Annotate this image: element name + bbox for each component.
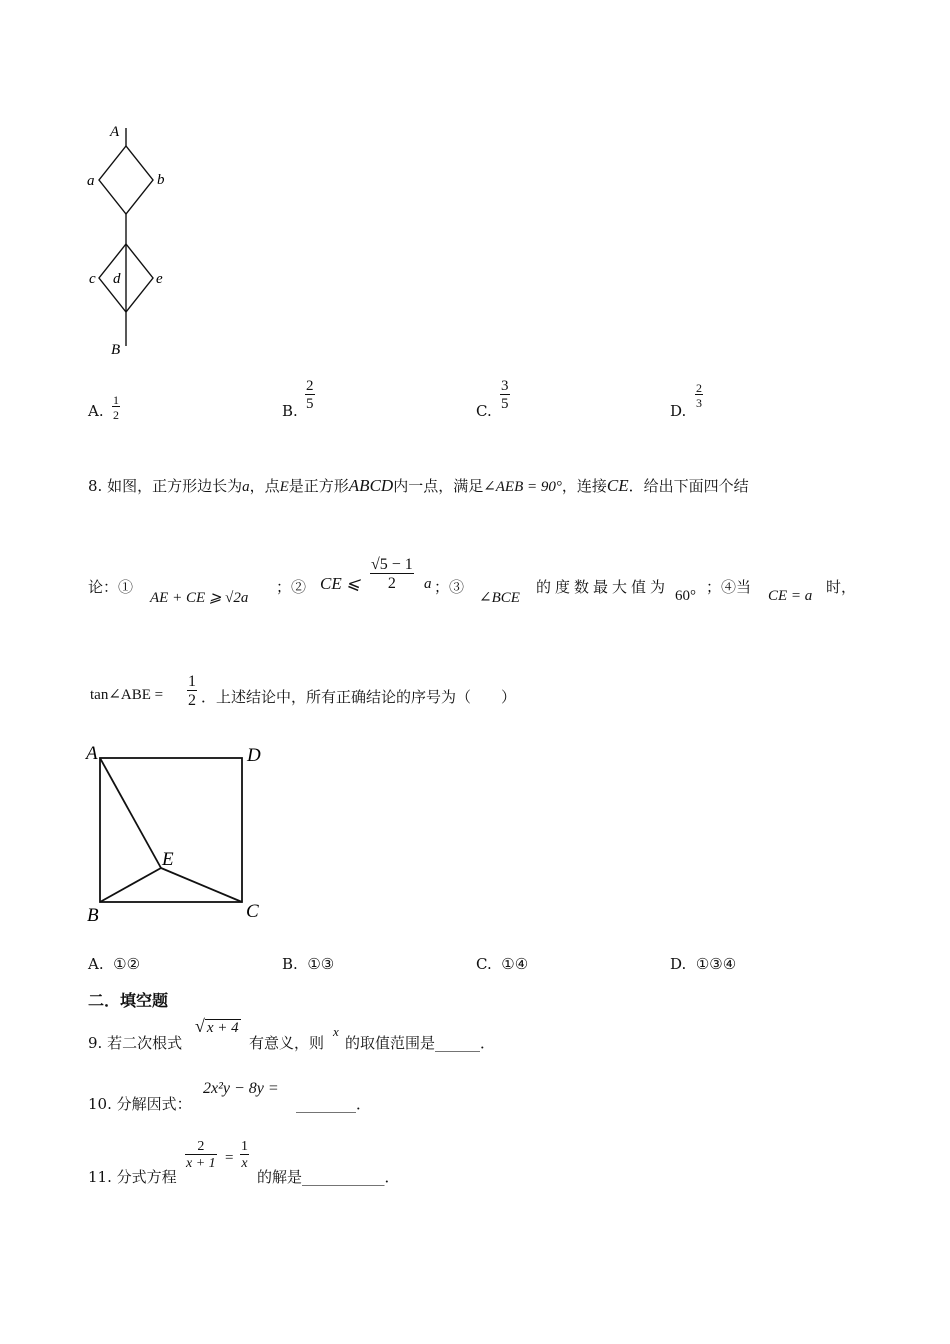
- q8-option-c-value: ①④: [501, 955, 529, 973]
- q7-option-a-den: 2: [113, 408, 119, 422]
- q8-option-b-value: ①③: [307, 955, 335, 973]
- q7-label-B: B: [111, 342, 121, 358]
- q9-sqrt: [195, 1016, 241, 1037]
- q8-label-A: A: [86, 743, 98, 764]
- q11-fraction-1: [185, 1140, 217, 1171]
- q8-conclusion-3-text: 的度数最大值为: [536, 578, 670, 596]
- q8-option-c[interactable]: [476, 955, 528, 973]
- q8-sep-3: ；④当: [706, 578, 752, 596]
- q8-tan-num: 1: [188, 673, 196, 690]
- q7-option-b[interactable]: [282, 402, 298, 420]
- q9-radical-sign-icon: √: [195, 1016, 205, 1036]
- q11-prefix: 11. 分式方程: [88, 1168, 177, 1186]
- q8-lun: 论：①: [88, 578, 134, 596]
- q8-option-d[interactable]: [670, 955, 736, 973]
- q8-question-text: ．上述结论中，所有正确结论的序号为（ ）: [201, 688, 517, 706]
- q8-label-E: E: [162, 849, 174, 870]
- q7-label-A: A: [110, 124, 120, 140]
- q8-label-D: D: [247, 745, 261, 766]
- q8-text-rest: ．给出下面四个结: [628, 477, 749, 495]
- q7-option-c-num: 3: [501, 378, 509, 394]
- q7-label-c: c: [89, 271, 96, 287]
- q8-option-a-letter: A.: [88, 955, 104, 973]
- q8-tan-den: 2: [188, 692, 196, 709]
- q8-tan-fraction: [187, 674, 197, 709]
- q11-f2-den: x: [241, 1156, 248, 1171]
- q8-text-point: ，点: [249, 477, 280, 495]
- q7-option-d-letter: D.: [670, 402, 687, 420]
- q8-c2-var: a: [424, 576, 432, 592]
- q9-var: x: [333, 1024, 339, 1039]
- q7-option-d-num: 2: [696, 381, 702, 395]
- q8-c2-num: √5 − 1: [371, 556, 413, 573]
- q7-label-a: a: [87, 173, 95, 189]
- q11-suffix: 的解是___________．: [257, 1168, 400, 1186]
- q11-f1-num: 2: [197, 1139, 205, 1154]
- q7-label-b: b: [157, 172, 165, 188]
- q8-conclusion-2-fraction: [370, 557, 414, 592]
- q8-prefix: 8. 如图，正方形边长为: [88, 477, 243, 495]
- q8-option-a[interactable]: [88, 955, 140, 973]
- q8-conclusion-4-math: CE = a: [768, 588, 813, 604]
- q8-conclusion-2-lhs: CE ⩽: [320, 574, 361, 593]
- q7-option-a[interactable]: [88, 402, 104, 420]
- q7-option-a-fraction: [112, 394, 120, 421]
- q7-label-d: d: [113, 271, 121, 287]
- q8-option-b[interactable]: [282, 955, 334, 973]
- q8-option-b-letter: B.: [282, 955, 298, 973]
- q8-c2-den: 2: [370, 573, 414, 592]
- q8-math-angle: ∠AEB = 90°: [483, 479, 562, 495]
- q7-option-a-num: 1: [113, 393, 119, 407]
- q7-option-c-letter: C.: [476, 402, 492, 420]
- q7-option-d-fraction: [695, 382, 703, 409]
- q8-sep-1: ；②: [276, 578, 307, 596]
- q9-prefix: 9. 若二次根式: [88, 1034, 183, 1052]
- q9-suffix: 的取值范围是______．: [345, 1034, 496, 1052]
- q8-label-B: B: [87, 905, 99, 925]
- q7-option-c-fraction: [500, 379, 510, 412]
- q8-option-d-value: ①③④: [695, 955, 737, 973]
- q7-option-d-den: 3: [696, 396, 702, 410]
- q8-text-is: 是正方形: [288, 477, 349, 495]
- q8-option-c-letter: C.: [476, 955, 492, 973]
- q7-option-b-den: 5: [306, 396, 314, 412]
- q11-f2-num: 1: [241, 1139, 248, 1154]
- q7-option-c[interactable]: [476, 402, 492, 420]
- q7-option-b-letter: B.: [282, 402, 298, 420]
- q8-label-C: C: [246, 901, 259, 922]
- section-heading-fill-in: 二．填空题: [88, 991, 169, 1010]
- q8-conclusion-1: AE + CE ⩾ √2a: [150, 590, 249, 606]
- q7-option-d[interactable]: [670, 402, 686, 420]
- q8-conclusion-3-math: ∠BCE: [479, 590, 520, 606]
- q8-square-diagram: [82, 740, 272, 925]
- q7-option-b-fraction: [305, 379, 315, 412]
- q11-fraction-2: [240, 1140, 249, 1171]
- q8-conclusion-4-text: 时，: [826, 578, 857, 596]
- q8-math-ABCD: ABCD: [348, 476, 394, 495]
- q8-text-connect: ，连接: [561, 477, 607, 495]
- q8-conclusion-3-value: 60°: [675, 588, 696, 604]
- q7-label-e: e: [156, 271, 163, 287]
- q7-option-a-letter: A.: [88, 402, 104, 420]
- q11-equals: =: [225, 1150, 234, 1166]
- q7-circuit-diagram: [80, 118, 190, 363]
- q8-tan-lhs: tan∠ABE =: [90, 687, 164, 703]
- q8-option-d-letter: D.: [670, 955, 687, 973]
- q7-option-c-den: 5: [501, 396, 509, 412]
- q8-text-inner: 内一点，满足: [393, 477, 484, 495]
- q8-sep-2: ；③: [434, 578, 465, 596]
- q9-radicand: x + 4: [206, 1020, 239, 1036]
- q10-suffix: ________．: [296, 1095, 372, 1113]
- q8-line1: [88, 475, 749, 496]
- q8-var-a: a: [242, 479, 250, 495]
- q10-math: 2x²y − 8y =: [203, 1080, 279, 1097]
- q8-option-a-value: ①②: [113, 955, 141, 973]
- q11-f1-den: x + 1: [186, 1156, 216, 1171]
- q9-mid: 有意义，则: [249, 1034, 325, 1052]
- q8-var-E: E: [279, 479, 289, 495]
- q8-math-CE: CE: [606, 476, 629, 495]
- q10-prefix: 10. 分解因式：: [88, 1095, 192, 1113]
- q7-option-b-num: 2: [306, 378, 314, 394]
